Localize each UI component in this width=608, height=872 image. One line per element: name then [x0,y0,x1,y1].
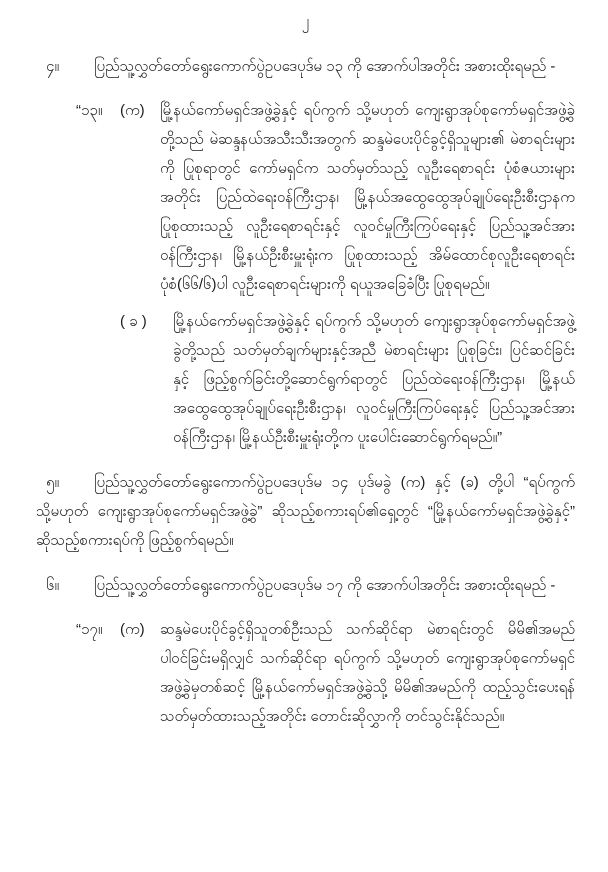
amendment-13-section-number: “၁၃။ [76,102,103,119]
amendment-item-17-ka [76,615,575,731]
page-number: ၂ [301,13,310,30]
paragraph-4-number: ၄။ [46,58,59,75]
paragraph-6-number: ၆။ [46,577,59,594]
paragraph-6-text: ပြည်သူ့လွှတ်တော်ရွေးကောက်ပွဲဥပဒေပုဒ်မ ၁၇ ကို အောက်ပါအတိုင်း အစားထိုးရမည် - [94,577,556,594]
amendment-item-13-ka [76,96,575,299]
amendment-17-ka-text: ဆန္ဒမဲပေးပိုင်ခွင့်ရှိသူတစ်ဦးသည် သက်ဆိုင်ရာ မဲစာရင်းတွင် မိမိ၏အမည် ပါဝင်ခြင်းမရှိလျှင် သက်ဆိုင်ရာ ရပ်ကွက် သို့မဟုတ် ကျေးရွာအုပ်စုကော်မရှင်အဖွဲ့ခွဲမှတစ်ဆင့် မြို့နယ်ကော်မရှင်အဖွဲ့ခွဲသို့ မိမိ၏အမည်ကို ထည့်သွင်းပေးရန် သတ်မှတ်ထားသည့်အတိုင်း တောင်းဆိုလွှာကို တင်သွင်းနိုင်သည်။ [160,621,575,725]
amendment-13-ka-letter: (က) [120,102,145,119]
amendment-13-ka-text: မြို့နယ်ကော်မရှင်အဖွဲ့ခွဲနှင့် ရပ်ကွက် သို့မဟုတ် ကျေးရွာအုပ်စုကော်မရှင်အဖွဲ့ခွဲတို့သည် မဲဆန္ဒနယ်အသီးသီးအတွက် ဆန္ဒမဲပေးပိုင်ခွင့်ရှိသူများ၏ မဲစာရင်းများကို ပြုစုရာတွင် ကော်မရှင်က သတ်မှတ်သည့် လူဦးရေစာရင်း ပုံစံဇယားများအတိုင်း ပြည်ထဲရေးဝန်ကြီးဌာန၊ မြို့နယ်အထွေထွေအုပ်ချုပ်ရေးဦးစီးဌာနက ပြုစုထားသည့် လူဦးရေစာရင်းနှင့် လူဝင်မှုကြီးကြပ်ရေးနှင့် ပြည်သူ့အင်အားဝန်ကြီးဌာန၊ မြို့နယ်ဦးစီးမှူးရုံးက ပြုစုထားသည့် အိမ်ထောင်စုလူဦးရေစာရင်းပုံစံ(၆၆/၆)ပါ လူဦးရေစာရင်းများကို ရယူအခြေခံပြီး ပြုစုရမည်။ [160,102,575,293]
amendment-17-ka-letter: (က) [120,621,145,638]
amendment-13-kha-text: မြို့နယ်ကော်မရှင်အဖွဲ့ခွဲနှင့် ရပ်ကွက် သို့မဟုတ် ကျေးရွာအုပ်စုကော်မရှင်အဖွဲ့ခွဲတို့သည် သတ်မှတ်ချက်များနှင့်အညီ မဲစာရင်းများ ပြုစုခြင်း၊ ပြင်ဆင်ခြင်းနှင့် ဖြည့်စွက်ခြင်းတို့ဆောင်ရွက်ရာတွင် ပြည်ထဲရေးဝန်ကြီးဌာန၊ မြို့နယ်အထွေထွေအုပ်ချုပ်ရေးဦးစီးဌာန၊ လူဝင်မှုကြီးကြပ်ရေးနှင့် ပြည်သူ့အင်အားဝန်ကြီးဌာန၊ မြို့နယ်ဦးစီးမှူးရုံးတို့က ပူးပေါင်းဆောင်ရွက်ရမည်။” [173,313,575,446]
amendment-17-section-number: “၁၇။ [76,621,103,638]
paragraph-4-text: ပြည်သူ့လွှတ်တော်ရွေးကောက်ပွဲဥပဒေပုဒ်မ ၁၃ ကို အောက်ပါအတိုင်း အစားထိုးရမည် - [94,58,556,75]
paragraph-5 [36,468,575,555]
amendment-item-13-kha [76,307,575,452]
paragraph-4 [36,52,575,81]
amendment-13-kha-letter: ( ခ ) [120,313,147,330]
paragraph-5-number: ၅။ [46,474,59,491]
paragraph-6 [36,571,575,600]
paragraph-5-text: ပြည်သူ့လွှတ်တော်ရွေးကောက်ပွဲဥပဒေပုဒ်မ ၁၄ ပုဒ်မခွဲ (က) နှင့် (ခ) တို့ပါ “ရပ်ကွက် သို့မဟုတ် ကျေးရွာအုပ်စုကော်မရှင်အဖွဲ့ခွဲ” ဆိုသည့်စကားရပ်၏ရှေ့တွင် “မြို့နယ်ကော်မရှင်အဖွဲ့ခွဲနှင့်” ဆိုသည့်စကားရပ်ကို ဖြည့်စွက်ရမည်။ [36,474,575,549]
